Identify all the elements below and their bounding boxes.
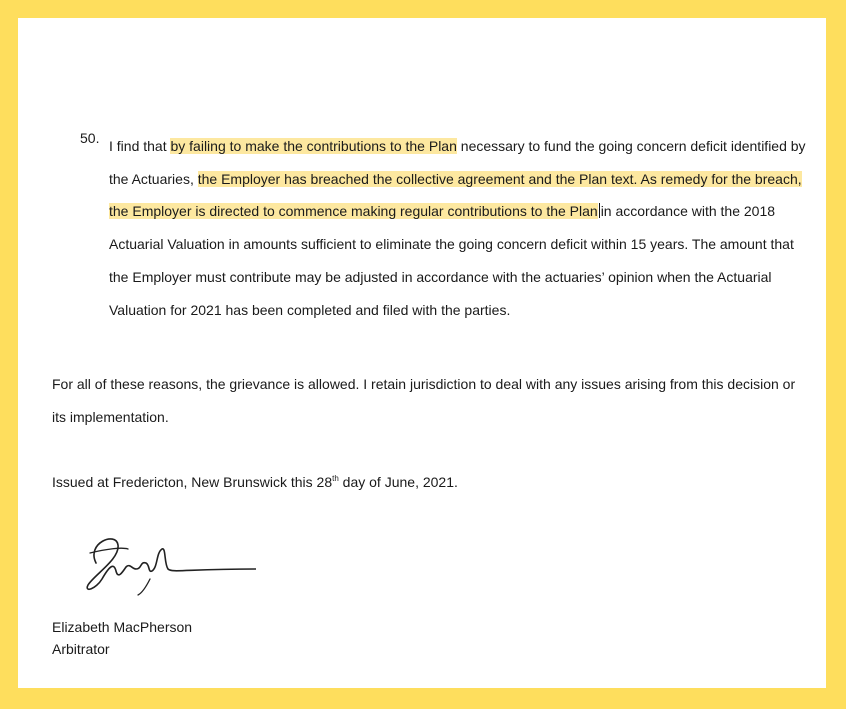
conclusion-text: For all of these reasons, the grievance is allowed. I retain jurisdiction to deal with any issues arising from this decision or its implementation. bbox=[52, 376, 796, 425]
para-text-1: I find that bbox=[109, 138, 171, 154]
highlight-1: by failing to make the contributions to the Plan bbox=[170, 138, 457, 154]
issued-ordinal: th bbox=[332, 474, 339, 483]
signatory-title: Arbitrator bbox=[52, 641, 110, 657]
signature-image bbox=[66, 523, 256, 598]
issued-prefix: Issued at Fredericton, New Brunswick this 28 bbox=[52, 474, 333, 490]
paragraph-50 bbox=[109, 130, 809, 326]
highlight-2: the Employer has breached the collective agreement and the Plan text. As remedy for the breach, the Employer is directed to commence making regular contributions to the Plan bbox=[109, 170, 802, 220]
document-page bbox=[18, 18, 826, 688]
signatory-block bbox=[52, 616, 192, 660]
para-text-3: in accordance with the 2018 Actuarial Valuation in amounts sufficient to eliminate the going concern deficit within 15 years. The amount that the Employer must contribute may be adjusted in accordance with the actuaries’ opinion when the Actuarial Valuation for 2021 has been completed and filed with the parties. bbox=[109, 203, 794, 318]
text-cursor bbox=[599, 203, 600, 218]
issued-rest: day of June, 2021. bbox=[338, 474, 458, 490]
para-text-2: necessary to fund the going concern deficit identified by the Actuaries, bbox=[109, 138, 806, 187]
signatory-name: Elizabeth MacPherson bbox=[52, 619, 193, 635]
issued-line bbox=[52, 466, 812, 499]
paragraph-number: 50. bbox=[80, 130, 100, 146]
